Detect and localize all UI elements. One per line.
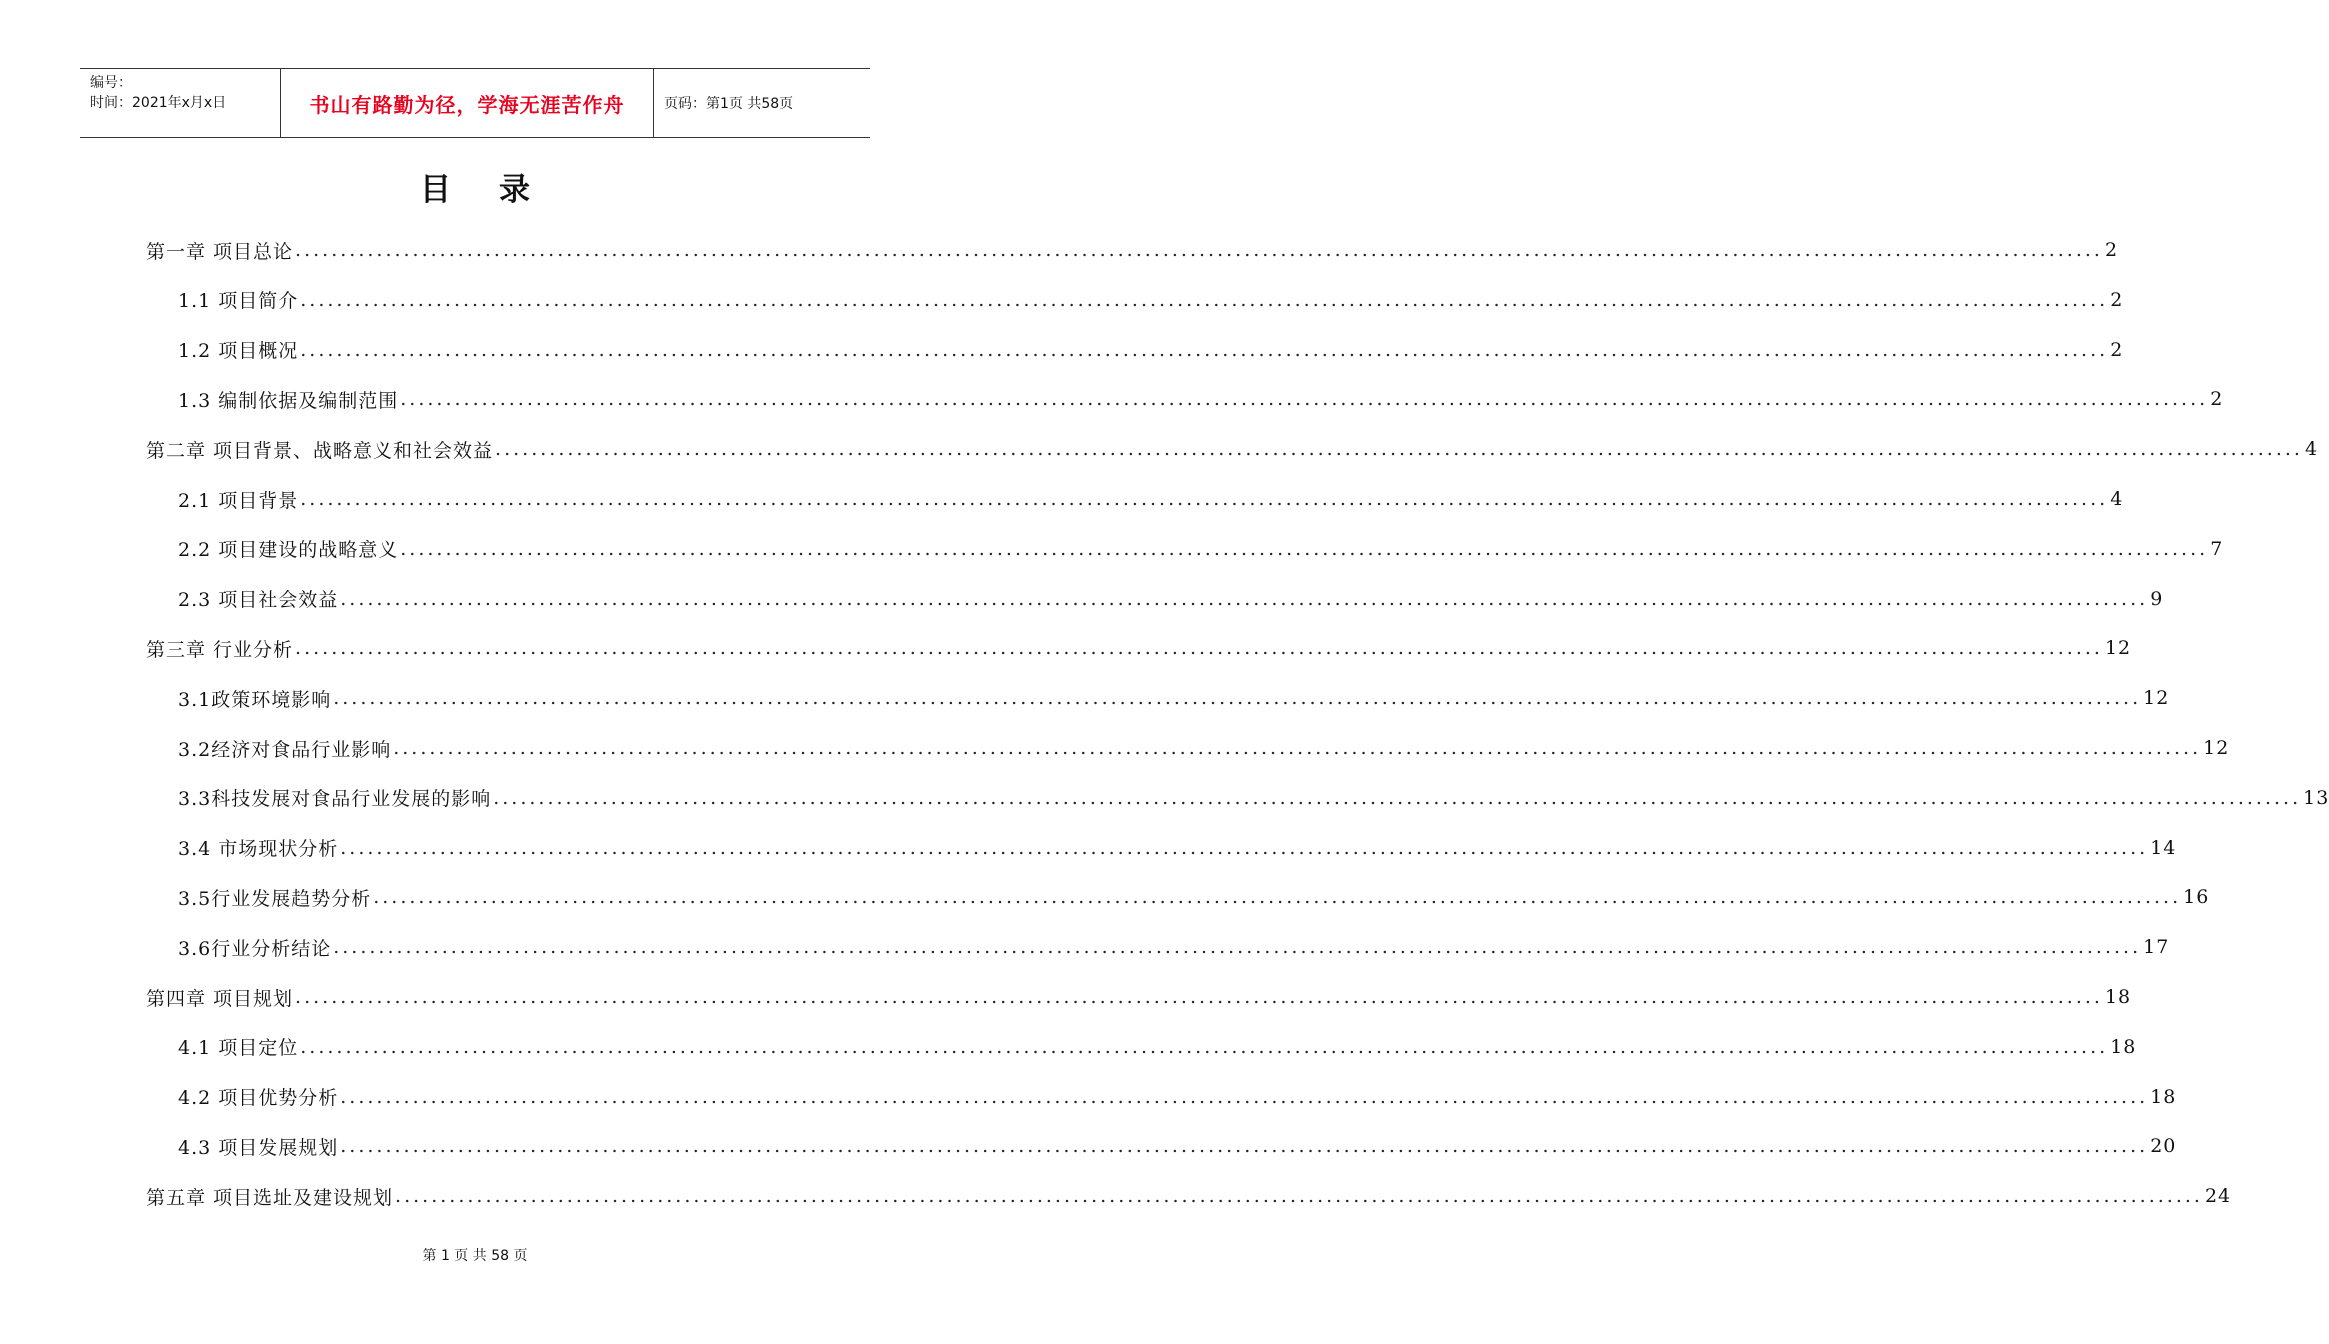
toc-entry-title: 2.2 项目建设的战略意义 bbox=[178, 539, 399, 562]
toc-leader-dots: ........................................................................................................................................................................................................ bbox=[400, 388, 2209, 411]
toc-leader-dots: ........................................................................................................................................................................................................ bbox=[400, 537, 2209, 560]
toc-entry[interactable] bbox=[178, 877, 2210, 917]
toc-title: 目录 bbox=[420, 172, 578, 208]
toc-entry[interactable] bbox=[178, 379, 2224, 419]
toc-entry-page: 2 bbox=[2210, 388, 2224, 411]
toc-entry-page: 7 bbox=[2210, 537, 2224, 560]
toc-leader-dots: ........................................................................................................................................................................................................ bbox=[395, 1185, 2203, 1208]
toc-leader-dots: ........................................................................................................................................................................................................ bbox=[340, 587, 2149, 610]
toc-leader-dots: ........................................................................................................................................................................................................ bbox=[493, 786, 2302, 809]
toc-entry-page: 17 bbox=[2143, 936, 2170, 959]
toc-entry-page: 2 bbox=[2110, 338, 2124, 361]
toc-entry[interactable] bbox=[178, 678, 2170, 718]
toc-entry-page: 12 bbox=[2143, 687, 2170, 710]
toc-entry-title: 3.3科技发展对食品行业发展的影响 bbox=[178, 788, 492, 811]
toc-leader-dots: ........................................................................................................................................................................................................ bbox=[300, 288, 2109, 311]
toc-leader-dots: ........................................................................................................................................................................................................ bbox=[295, 986, 2103, 1008]
toc-leader-dots: ........................................................................................................................................................................................................ bbox=[333, 936, 2142, 959]
toc-entry[interactable] bbox=[146, 429, 2319, 469]
toc-entry-title: 第二章 项目背景、战略意义和社会效益 bbox=[146, 439, 494, 462]
toc-entry-page: 2 bbox=[2110, 288, 2124, 311]
toc-entry-page: 18 bbox=[2104, 986, 2132, 1008]
toc-entry[interactable] bbox=[146, 230, 2119, 270]
toc-leader-dots: ........................................................................................................................................................................................................ bbox=[340, 1135, 2149, 1158]
toc-leader-dots: ........................................................................................................................................................................................................ bbox=[373, 886, 2182, 909]
toc-entry[interactable] bbox=[146, 977, 2132, 1017]
toc-entry[interactable] bbox=[178, 1126, 2177, 1166]
toc-entry-title: 第一章 项目总论 bbox=[146, 240, 294, 263]
header-meta bbox=[80, 69, 281, 137]
toc-entry-page: 20 bbox=[2150, 1135, 2177, 1158]
toc-entry-title: 2.1 项目背景 bbox=[178, 489, 299, 512]
toc-entry[interactable] bbox=[178, 728, 2230, 768]
toc-entry-title: 3.2经济对食品行业影响 bbox=[178, 738, 392, 761]
page-footer: 第 1 页 共 58 页 bbox=[422, 1248, 528, 1264]
toc-leader-dots: ........................................................................................................................................................................................................ bbox=[295, 239, 2103, 261]
toc-entry-title: 4.2 项目优势分析 bbox=[178, 1087, 339, 1110]
toc-entry[interactable] bbox=[178, 1077, 2177, 1117]
toc-entry-page: 9 bbox=[2150, 587, 2164, 610]
toc-leader-dots: ........................................................................................................................................................................................................ bbox=[340, 836, 2149, 859]
toc-leader-dots: ........................................................................................................................................................................................................ bbox=[393, 737, 2202, 759]
toc-leader-dots: ........................................................................................................................................................................................................ bbox=[295, 637, 2103, 660]
toc-leader-dots: ........................................................................................................................................................................................................ bbox=[495, 438, 2303, 461]
toc-entry[interactable] bbox=[178, 280, 2124, 320]
toc-leader-dots: ........................................................................................................................................................................................................ bbox=[300, 1035, 2109, 1058]
toc-entry-title: 3.4 市场现状分析 bbox=[178, 838, 339, 861]
toc-leader-dots: ........................................................................................................................................................................................................ bbox=[300, 338, 2109, 361]
document-number-label: 编号： bbox=[90, 75, 132, 91]
toc-entry-page: 18 bbox=[2110, 1035, 2137, 1058]
toc-entry-page: 16 bbox=[2183, 886, 2210, 909]
toc-leader-dots: ........................................................................................................................................................................................................ bbox=[340, 1085, 2149, 1108]
toc-entry-page: 13 bbox=[2303, 786, 2329, 809]
header-motto: 书山有路勤为径，学海无涯苦作舟 bbox=[281, 69, 654, 137]
toc-entry[interactable] bbox=[178, 529, 2224, 569]
toc-entry[interactable] bbox=[178, 828, 2177, 868]
toc-entry-title: 1.3 编制依据及编制范围 bbox=[178, 389, 399, 412]
toc-leader-dots: ........................................................................................................................................................................................................ bbox=[300, 488, 2109, 510]
toc-entry-title: 第五章 项目选址及建设规划 bbox=[146, 1186, 394, 1209]
toc-entry-title: 3.5行业发展趋势分析 bbox=[178, 887, 372, 910]
toc-entry-page: 24 bbox=[2204, 1185, 2232, 1208]
toc-entry[interactable] bbox=[178, 479, 2124, 519]
toc-entry-title: 3.1政策环境影响 bbox=[178, 688, 332, 711]
toc-leader-dots: ........................................................................................................................................................................................................ bbox=[333, 687, 2142, 710]
toc-entry-page: 4 bbox=[2304, 438, 2319, 461]
toc-entry[interactable] bbox=[146, 1176, 2232, 1216]
toc-entry[interactable] bbox=[178, 1027, 2137, 1067]
toc-entry-title: 3.6行业分析结论 bbox=[178, 937, 332, 960]
toc-entry-title: 1.1 项目简介 bbox=[178, 290, 299, 313]
toc-entry[interactable] bbox=[146, 628, 2132, 668]
toc-entry-title: 第四章 项目规划 bbox=[146, 987, 294, 1010]
toc-entry-page: 2 bbox=[2104, 239, 2119, 261]
toc-entry[interactable] bbox=[178, 927, 2170, 967]
document-time-label: 时间：2021年x月x日 bbox=[90, 95, 227, 111]
toc-entry[interactable] bbox=[178, 579, 2164, 619]
toc-entry-title: 4.1 项目定位 bbox=[178, 1037, 299, 1060]
toc-entry[interactable] bbox=[178, 778, 2329, 818]
toc-entry-title: 1.2 项目概况 bbox=[178, 340, 299, 363]
header-page-info: 页码：第1页 共58页 bbox=[664, 96, 794, 112]
page-header bbox=[80, 68, 870, 138]
toc-entry[interactable] bbox=[178, 330, 2124, 370]
toc-entry-title: 2.3 项目社会效益 bbox=[178, 589, 339, 612]
toc-entry-page: 12 bbox=[2104, 637, 2132, 660]
toc-entry-page: 14 bbox=[2150, 836, 2177, 859]
toc-entry-page: 12 bbox=[2203, 737, 2230, 759]
toc-entry-page: 4 bbox=[2110, 488, 2124, 510]
toc-entry-page: 18 bbox=[2150, 1085, 2177, 1108]
toc-entry-title: 4.3 项目发展规划 bbox=[178, 1136, 339, 1159]
toc-entry-title: 第三章 行业分析 bbox=[146, 638, 294, 661]
